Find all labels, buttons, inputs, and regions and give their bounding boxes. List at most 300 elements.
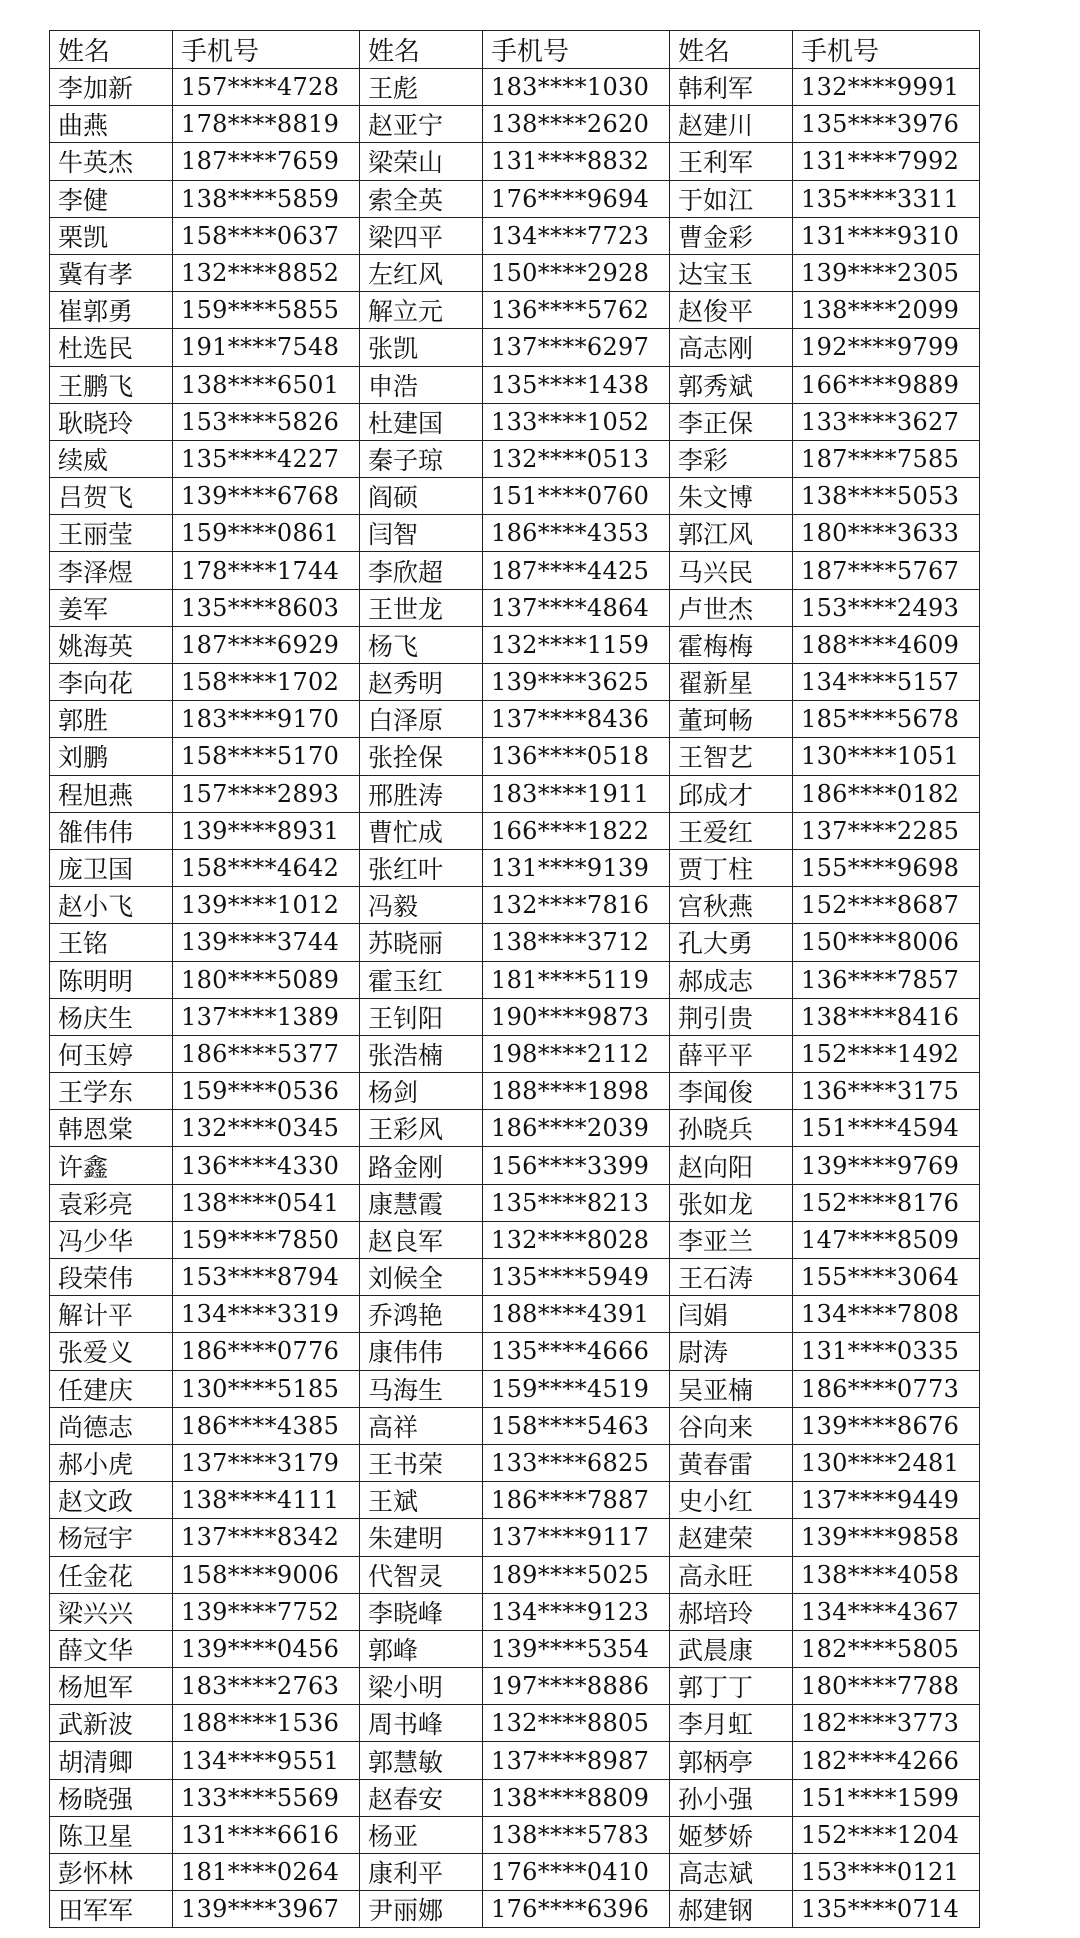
phone-cell: 186****0776 [173, 1333, 360, 1370]
name-cell: 郭胜 [50, 701, 173, 738]
phone-cell: 188****4391 [483, 1296, 670, 1333]
name-cell: 杨庆生 [50, 998, 173, 1035]
phone-cell: 159****5855 [173, 292, 360, 329]
phone-cell: 139****0456 [173, 1630, 360, 1667]
name-cell: 赵向阳 [670, 1147, 793, 1184]
name-cell: 宫秋燕 [670, 887, 793, 924]
phone-cell: 135****3976 [793, 106, 980, 143]
name-cell: 王彪 [360, 69, 483, 106]
phone-cell: 153****2493 [793, 589, 980, 626]
table-row [50, 478, 980, 515]
phone-cell: 191****7548 [173, 329, 360, 366]
phone-cell: 153****0121 [793, 1854, 980, 1891]
name-cell: 曲燕 [50, 106, 173, 143]
phone-cell: 157****2893 [173, 775, 360, 812]
name-cell: 姚海英 [50, 626, 173, 663]
name-cell: 申浩 [360, 366, 483, 403]
phone-cell: 133****5569 [173, 1779, 360, 1816]
name-cell: 李闻俊 [670, 1073, 793, 1110]
header-phone-1: 手机号 [173, 31, 360, 69]
phone-cell: 186****0773 [793, 1370, 980, 1407]
phone-cell: 139****9858 [793, 1519, 980, 1556]
phone-cell: 136****7857 [793, 961, 980, 998]
name-cell: 段荣伟 [50, 1259, 173, 1296]
name-cell: 何玉婷 [50, 1035, 173, 1072]
phone-cell: 187****7585 [793, 440, 980, 477]
phone-cell: 188****1898 [483, 1073, 670, 1110]
name-cell: 马兴民 [670, 552, 793, 589]
table-row [50, 1370, 980, 1407]
name-cell: 彭怀林 [50, 1854, 173, 1891]
phone-cell: 159****0861 [173, 515, 360, 552]
phone-cell: 134****5157 [793, 664, 980, 701]
phone-cell: 136****5762 [483, 292, 670, 329]
phone-cell: 131****0335 [793, 1333, 980, 1370]
name-cell: 梁荣山 [360, 143, 483, 180]
phone-cell: 134****9551 [173, 1742, 360, 1779]
phone-cell: 180****3633 [793, 515, 980, 552]
name-cell: 郝培玲 [670, 1593, 793, 1630]
table-row [50, 292, 980, 329]
name-phone-table [49, 30, 980, 1928]
name-cell: 李泽煜 [50, 552, 173, 589]
name-cell: 袁彩亮 [50, 1184, 173, 1221]
name-cell: 阎硕 [360, 478, 483, 515]
phone-cell: 138****6501 [173, 366, 360, 403]
phone-cell: 139****3625 [483, 664, 670, 701]
name-cell: 董珂畅 [670, 701, 793, 738]
name-cell: 杨晓强 [50, 1779, 173, 1816]
phone-cell: 131****9139 [483, 849, 670, 886]
name-cell: 李欣超 [360, 552, 483, 589]
name-cell: 杜选民 [50, 329, 173, 366]
name-cell: 赵文政 [50, 1482, 173, 1519]
name-cell: 代智灵 [360, 1556, 483, 1593]
name-cell: 梁小明 [360, 1668, 483, 1705]
name-cell: 李亚兰 [670, 1221, 793, 1258]
name-cell: 王石涛 [670, 1259, 793, 1296]
phone-cell: 182****4266 [793, 1742, 980, 1779]
name-cell: 郭江风 [670, 515, 793, 552]
table-row [50, 1221, 980, 1258]
name-cell: 续威 [50, 440, 173, 477]
name-cell: 孙小强 [670, 1779, 793, 1816]
table-row [50, 1668, 980, 1705]
name-cell: 刘候全 [360, 1259, 483, 1296]
phone-cell: 151****0760 [483, 478, 670, 515]
phone-cell: 147****8509 [793, 1221, 980, 1258]
table-row [50, 738, 980, 775]
name-cell: 曹忙成 [360, 812, 483, 849]
phone-cell: 187****4425 [483, 552, 670, 589]
name-cell: 张红叶 [360, 849, 483, 886]
table-row [50, 626, 980, 663]
name-cell: 张浩楠 [360, 1035, 483, 1072]
table-row [50, 1147, 980, 1184]
phone-cell: 155****9698 [793, 849, 980, 886]
table-row [50, 1407, 980, 1444]
phone-cell: 138****2099 [793, 292, 980, 329]
table-row [50, 849, 980, 886]
name-cell: 杨飞 [360, 626, 483, 663]
phone-cell: 132****0345 [173, 1110, 360, 1147]
phone-cell: 133****3627 [793, 403, 980, 440]
table-row [50, 701, 980, 738]
table-row [50, 1519, 980, 1556]
phone-cell: 139****2305 [793, 254, 980, 291]
name-cell: 尚德志 [50, 1407, 173, 1444]
phone-cell: 185****5678 [793, 701, 980, 738]
name-cell: 赵建川 [670, 106, 793, 143]
table-row [50, 403, 980, 440]
name-cell: 王鹏飞 [50, 366, 173, 403]
name-cell: 翟新星 [670, 664, 793, 701]
phone-cell: 135****3311 [793, 180, 980, 217]
phone-cell: 137****9117 [483, 1519, 670, 1556]
table-row [50, 812, 980, 849]
phone-cell: 152****8687 [793, 887, 980, 924]
name-cell: 杨冠宇 [50, 1519, 173, 1556]
header-name-3: 姓名 [670, 31, 793, 69]
name-cell: 张如龙 [670, 1184, 793, 1221]
name-cell: 陈明明 [50, 961, 173, 998]
phone-cell: 137****6297 [483, 329, 670, 366]
phone-cell: 180****7788 [793, 1668, 980, 1705]
phone-cell: 137****8987 [483, 1742, 670, 1779]
phone-cell: 132****7816 [483, 887, 670, 924]
table-row [50, 1779, 980, 1816]
phone-cell: 133****1052 [483, 403, 670, 440]
phone-cell: 197****8886 [483, 1668, 670, 1705]
phone-cell: 156****3399 [483, 1147, 670, 1184]
phone-cell: 131****8832 [483, 143, 670, 180]
name-cell: 梁兴兴 [50, 1593, 173, 1630]
name-cell: 霍梅梅 [670, 626, 793, 663]
name-cell: 王学东 [50, 1073, 173, 1110]
table-row [50, 180, 980, 217]
table-row [50, 589, 980, 626]
phone-cell: 187****7659 [173, 143, 360, 180]
phone-cell: 134****9123 [483, 1593, 670, 1630]
phone-cell: 134****3319 [173, 1296, 360, 1333]
name-cell: 王丽莹 [50, 515, 173, 552]
name-cell: 郭秀斌 [670, 366, 793, 403]
name-cell: 解计平 [50, 1296, 173, 1333]
name-cell: 张爱义 [50, 1333, 173, 1370]
name-cell: 吕贺飞 [50, 478, 173, 515]
phone-cell: 152****1204 [793, 1816, 980, 1853]
phone-cell: 181****5119 [483, 961, 670, 998]
table-row [50, 366, 980, 403]
name-cell: 高志刚 [670, 329, 793, 366]
phone-cell: 183****1911 [483, 775, 670, 812]
phone-cell: 186****4385 [173, 1407, 360, 1444]
table-row [50, 106, 980, 143]
name-cell: 康伟伟 [360, 1333, 483, 1370]
phone-cell: 134****4367 [793, 1593, 980, 1630]
table-row [50, 1816, 980, 1853]
phone-cell: 135****4227 [173, 440, 360, 477]
phone-cell: 135****0714 [793, 1891, 980, 1928]
name-cell: 郭峰 [360, 1630, 483, 1667]
phone-cell: 138****2620 [483, 106, 670, 143]
name-cell: 白泽原 [360, 701, 483, 738]
phone-cell: 182****5805 [793, 1630, 980, 1667]
name-cell: 崔郭勇 [50, 292, 173, 329]
name-cell: 杨亚 [360, 1816, 483, 1853]
name-cell: 马海生 [360, 1370, 483, 1407]
phone-cell: 158****0637 [173, 217, 360, 254]
name-cell: 杜建国 [360, 403, 483, 440]
name-cell: 黄春雷 [670, 1444, 793, 1481]
name-cell: 王铭 [50, 924, 173, 961]
phone-cell: 138****8416 [793, 998, 980, 1035]
name-cell: 杨剑 [360, 1073, 483, 1110]
phone-cell: 153****5826 [173, 403, 360, 440]
name-cell: 许鑫 [50, 1147, 173, 1184]
phone-cell: 186****0182 [793, 775, 980, 812]
name-cell: 朱文博 [670, 478, 793, 515]
table-row [50, 1593, 980, 1630]
phone-cell: 132****0513 [483, 440, 670, 477]
table-row [50, 1891, 980, 1928]
name-cell: 武晨康 [670, 1630, 793, 1667]
phone-cell: 178****1744 [173, 552, 360, 589]
phone-cell: 159****4519 [483, 1370, 670, 1407]
phone-cell: 186****2039 [483, 1110, 670, 1147]
name-cell: 李加新 [50, 69, 173, 106]
table-row [50, 1630, 980, 1667]
name-cell: 路金刚 [360, 1147, 483, 1184]
phone-cell: 187****5767 [793, 552, 980, 589]
table-row [50, 329, 980, 366]
phone-cell: 166****9889 [793, 366, 980, 403]
name-cell: 霍玉红 [360, 961, 483, 998]
phone-cell: 131****7992 [793, 143, 980, 180]
phone-cell: 137****4864 [483, 589, 670, 626]
name-cell: 庞卫国 [50, 849, 173, 886]
table-row [50, 1444, 980, 1481]
phone-cell: 138****4058 [793, 1556, 980, 1593]
phone-cell: 158****1702 [173, 664, 360, 701]
phone-cell: 139****7752 [173, 1593, 360, 1630]
name-cell: 栗凯 [50, 217, 173, 254]
name-cell: 尹丽娜 [360, 1891, 483, 1928]
name-cell: 冯毅 [360, 887, 483, 924]
header-phone-3: 手机号 [793, 31, 980, 69]
name-cell: 王爱红 [670, 812, 793, 849]
name-cell: 索全英 [360, 180, 483, 217]
table-row [50, 1333, 980, 1370]
phone-cell: 139****5354 [483, 1630, 670, 1667]
phone-cell: 137****8342 [173, 1519, 360, 1556]
table-body [50, 69, 980, 1928]
phone-cell: 158****5170 [173, 738, 360, 775]
table-row [50, 775, 980, 812]
table-row [50, 440, 980, 477]
phone-cell: 176****9694 [483, 180, 670, 217]
name-cell: 王彩风 [360, 1110, 483, 1147]
phone-cell: 166****1822 [483, 812, 670, 849]
phone-cell: 135****8603 [173, 589, 360, 626]
name-cell: 朱建明 [360, 1519, 483, 1556]
phone-cell: 180****5089 [173, 961, 360, 998]
phone-cell: 130****1051 [793, 738, 980, 775]
name-cell: 高祥 [360, 1407, 483, 1444]
phone-cell: 138****4111 [173, 1482, 360, 1519]
phone-cell: 132****8028 [483, 1221, 670, 1258]
name-cell: 李健 [50, 180, 173, 217]
name-cell: 曹金彩 [670, 217, 793, 254]
name-cell: 任建庆 [50, 1370, 173, 1407]
name-cell: 郭慧敏 [360, 1742, 483, 1779]
name-cell: 高永旺 [670, 1556, 793, 1593]
phone-cell: 151****1599 [793, 1779, 980, 1816]
phone-cell: 138****5053 [793, 478, 980, 515]
table-row [50, 924, 980, 961]
name-cell: 郭丁丁 [670, 1668, 793, 1705]
name-cell: 梁四平 [360, 217, 483, 254]
table-row [50, 1073, 980, 1110]
header-name-1: 姓名 [50, 31, 173, 69]
phone-cell: 139****3967 [173, 1891, 360, 1928]
name-cell: 韩恩棠 [50, 1110, 173, 1147]
name-cell: 高志斌 [670, 1854, 793, 1891]
name-cell: 王利军 [670, 143, 793, 180]
name-cell: 刘鹏 [50, 738, 173, 775]
phone-cell: 138****5783 [483, 1816, 670, 1853]
phone-cell: 138****3712 [483, 924, 670, 961]
phone-cell: 139****8676 [793, 1407, 980, 1444]
name-cell: 赵良军 [360, 1221, 483, 1258]
name-cell: 胡清卿 [50, 1742, 173, 1779]
phone-cell: 135****4666 [483, 1333, 670, 1370]
phone-cell: 132****8805 [483, 1705, 670, 1742]
phone-cell: 183****9170 [173, 701, 360, 738]
phone-cell: 134****7723 [483, 217, 670, 254]
name-cell: 郝建钢 [670, 1891, 793, 1928]
name-cell: 田军军 [50, 1891, 173, 1928]
name-cell: 秦子琼 [360, 440, 483, 477]
phone-cell: 176****0410 [483, 1854, 670, 1891]
phone-cell: 159****0536 [173, 1073, 360, 1110]
name-cell: 孙晓兵 [670, 1110, 793, 1147]
name-cell: 冀有孝 [50, 254, 173, 291]
phone-cell: 132****9991 [793, 69, 980, 106]
table-row [50, 1035, 980, 1072]
name-cell: 姬梦娇 [670, 1816, 793, 1853]
table-row [50, 143, 980, 180]
name-cell: 耿晓玲 [50, 403, 173, 440]
phone-cell: 138****0541 [173, 1184, 360, 1221]
name-cell: 赵建荣 [670, 1519, 793, 1556]
phone-cell: 137****9449 [793, 1482, 980, 1519]
phone-cell: 188****4609 [793, 626, 980, 663]
name-cell: 李向花 [50, 664, 173, 701]
table-row [50, 1110, 980, 1147]
name-cell: 乔鸿艳 [360, 1296, 483, 1333]
name-cell: 雒伟伟 [50, 812, 173, 849]
phone-cell: 190****9873 [483, 998, 670, 1035]
name-cell: 尉涛 [670, 1333, 793, 1370]
phone-cell: 188****1536 [173, 1705, 360, 1742]
phone-cell: 152****8176 [793, 1184, 980, 1221]
phone-cell: 155****3064 [793, 1259, 980, 1296]
phone-cell: 192****9799 [793, 329, 980, 366]
phone-cell: 135****8213 [483, 1184, 670, 1221]
phone-cell: 136****4330 [173, 1147, 360, 1184]
name-cell: 王智艺 [670, 738, 793, 775]
phone-cell: 187****6929 [173, 626, 360, 663]
phone-cell: 139****6768 [173, 478, 360, 515]
name-cell: 达宝玉 [670, 254, 793, 291]
table-row [50, 1556, 980, 1593]
table-row [50, 69, 980, 106]
name-cell: 冯少华 [50, 1221, 173, 1258]
name-cell: 周书峰 [360, 1705, 483, 1742]
name-cell: 郝小虎 [50, 1444, 173, 1481]
name-cell: 王世龙 [360, 589, 483, 626]
phone-cell: 151****4594 [793, 1110, 980, 1147]
name-cell: 李彩 [670, 440, 793, 477]
name-cell: 史小红 [670, 1482, 793, 1519]
table-row [50, 1854, 980, 1891]
name-cell: 孔大勇 [670, 924, 793, 961]
name-cell: 李晓峰 [360, 1593, 483, 1630]
phone-cell: 133****6825 [483, 1444, 670, 1481]
phone-cell: 158****5463 [483, 1407, 670, 1444]
phone-cell: 131****9310 [793, 217, 980, 254]
phone-cell: 137****3179 [173, 1444, 360, 1481]
table-row [50, 515, 980, 552]
name-cell: 王书荣 [360, 1444, 483, 1481]
phone-cell: 138****8809 [483, 1779, 670, 1816]
table-row [50, 1482, 980, 1519]
name-cell: 程旭燕 [50, 775, 173, 812]
name-cell: 赵小飞 [50, 887, 173, 924]
phone-cell: 157****4728 [173, 69, 360, 106]
name-cell: 赵俊平 [670, 292, 793, 329]
name-cell: 陈卫星 [50, 1816, 173, 1853]
table-row [50, 1705, 980, 1742]
name-cell: 康慧霞 [360, 1184, 483, 1221]
name-cell: 任金花 [50, 1556, 173, 1593]
name-cell: 解立元 [360, 292, 483, 329]
phone-cell: 178****8819 [173, 106, 360, 143]
phone-cell: 183****2763 [173, 1668, 360, 1705]
header-name-2: 姓名 [360, 31, 483, 69]
name-cell: 谷向来 [670, 1407, 793, 1444]
table-row [50, 1296, 980, 1333]
table-row [50, 1184, 980, 1221]
table-row [50, 1742, 980, 1779]
table-row [50, 217, 980, 254]
header-row [50, 31, 980, 69]
phone-cell: 189****5025 [483, 1556, 670, 1593]
name-cell: 左红风 [360, 254, 483, 291]
phone-cell: 183****1030 [483, 69, 670, 106]
phone-cell: 139****8931 [173, 812, 360, 849]
name-cell: 贾丁柱 [670, 849, 793, 886]
phone-cell: 186****5377 [173, 1035, 360, 1072]
name-cell: 韩利军 [670, 69, 793, 106]
phone-cell: 152****1492 [793, 1035, 980, 1072]
name-cell: 武新波 [50, 1705, 173, 1742]
name-cell: 郝成志 [670, 961, 793, 998]
phone-cell: 153****8794 [173, 1259, 360, 1296]
name-cell: 赵秀明 [360, 664, 483, 701]
phone-cell: 137****1389 [173, 998, 360, 1035]
